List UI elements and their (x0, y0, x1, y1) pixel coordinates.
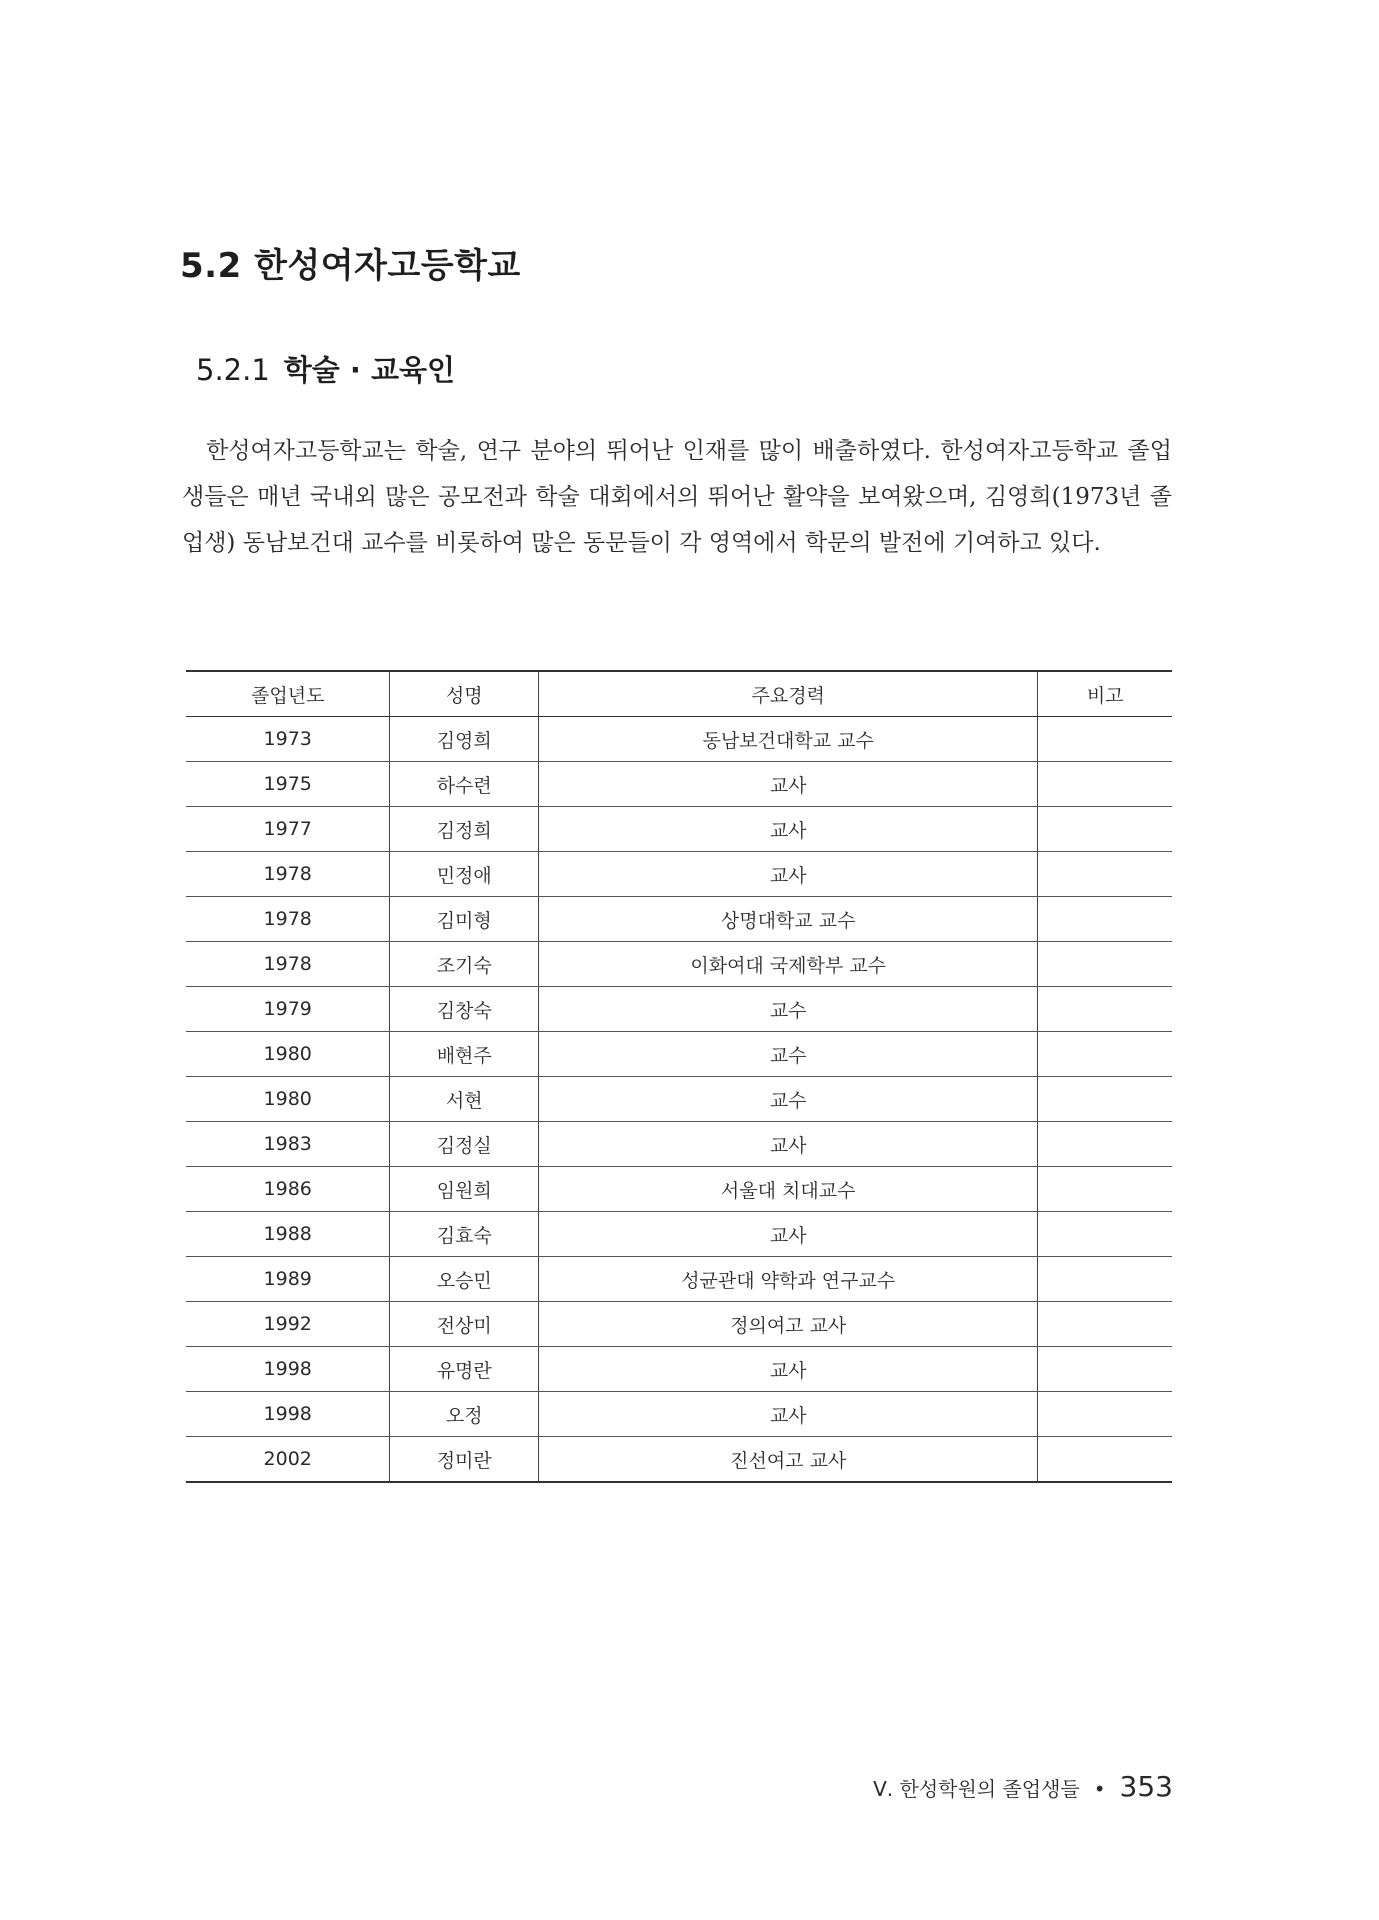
header-note: 비고 (1038, 671, 1172, 717)
cell-note (1038, 987, 1172, 1032)
cell-note (1038, 1302, 1172, 1347)
page-footer (873, 1770, 1173, 1803)
cell-note (1038, 1257, 1172, 1302)
cell-career: 성균관대 약학과 연구교수 (539, 1257, 1038, 1302)
cell-career: 동남보건대학교 교수 (539, 717, 1038, 762)
cell-name: 정미란 (390, 1437, 539, 1483)
cell-career: 이화여대 국제학부 교수 (539, 942, 1038, 987)
cell-note (1038, 1212, 1172, 1257)
graduates-table (186, 670, 1172, 1483)
table-row (186, 1122, 1172, 1167)
footer-bullet: • (1093, 1777, 1106, 1801)
table-row (186, 807, 1172, 852)
table-row (186, 852, 1172, 897)
cell-career: 교사 (539, 762, 1038, 807)
cell-career: 교사 (539, 807, 1038, 852)
header-year: 졸업년도 (186, 671, 390, 717)
subsection-number: 5.2.1 (196, 353, 270, 387)
table-body (186, 717, 1172, 1483)
table-row (186, 987, 1172, 1032)
cell-note (1038, 897, 1172, 942)
cell-note (1038, 1077, 1172, 1122)
cell-year: 1978 (186, 852, 390, 897)
cell-year: 1980 (186, 1032, 390, 1077)
cell-year: 1978 (186, 942, 390, 987)
cell-note (1038, 1167, 1172, 1212)
cell-year: 1989 (186, 1257, 390, 1302)
cell-career: 교사 (539, 1347, 1038, 1392)
cell-year: 1979 (186, 987, 390, 1032)
cell-career: 서울대 치대교수 (539, 1167, 1038, 1212)
subsection-heading: 학술 · 교육인 (283, 353, 456, 387)
cell-career: 교사 (539, 1122, 1038, 1167)
header-name: 성명 (390, 671, 539, 717)
table-header-row (186, 671, 1172, 717)
table-row (186, 762, 1172, 807)
cell-year: 1986 (186, 1167, 390, 1212)
table-row (186, 1257, 1172, 1302)
cell-name: 민정애 (390, 852, 539, 897)
table-row (186, 1077, 1172, 1122)
table-row (186, 1302, 1172, 1347)
cell-name: 오정 (390, 1392, 539, 1437)
table-row (186, 1212, 1172, 1257)
graduates-table-container (186, 670, 1172, 1483)
cell-name: 서현 (390, 1077, 539, 1122)
cell-note (1038, 1122, 1172, 1167)
section-title: 5.2 한성여자고등학교 (180, 246, 521, 286)
cell-name: 김정희 (390, 807, 539, 852)
table-row (186, 1347, 1172, 1392)
cell-year: 1977 (186, 807, 390, 852)
cell-note (1038, 1392, 1172, 1437)
cell-name: 임원희 (390, 1167, 539, 1212)
footer-chapter: Ⅴ. 한성학원의 졸업생들 (873, 1777, 1080, 1801)
table-row (186, 942, 1172, 987)
subsection-title (196, 348, 455, 389)
cell-name: 조기숙 (390, 942, 539, 987)
cell-note (1038, 1437, 1172, 1483)
cell-year: 1983 (186, 1122, 390, 1167)
cell-year: 1980 (186, 1077, 390, 1122)
cell-year: 1992 (186, 1302, 390, 1347)
cell-career: 교사 (539, 1212, 1038, 1257)
cell-name: 하수련 (390, 762, 539, 807)
cell-note (1038, 852, 1172, 897)
table-row (186, 1392, 1172, 1437)
cell-note (1038, 1032, 1172, 1077)
cell-note (1038, 1347, 1172, 1392)
body-paragraph: 한성여자고등학교는 학술, 연구 분야의 뛰어난 인재를 많이 배출하였다. 한성여자고등학교 졸업생들은 매년 국내외 많은 공모전과 학술 대회에서의 뛰어난 활약을 보여왔으며, 김영희(1973년 졸업생) 동남보건대 교수를 비롯하여 많은 동문들이 각 영역에서 학문의 발전에 기여하고 있다. (182, 438, 1172, 556)
page-number: 353 (1119, 1770, 1173, 1803)
cell-career: 상명대학교 교수 (539, 897, 1038, 942)
cell-career: 진선여고 교사 (539, 1437, 1038, 1483)
table-row (186, 897, 1172, 942)
table-row (186, 1032, 1172, 1077)
cell-note (1038, 762, 1172, 807)
cell-year: 2002 (186, 1437, 390, 1483)
cell-note (1038, 717, 1172, 762)
cell-note (1038, 942, 1172, 987)
cell-note (1038, 807, 1172, 852)
cell-year: 1975 (186, 762, 390, 807)
table-row (186, 717, 1172, 762)
cell-year: 1998 (186, 1347, 390, 1392)
cell-name: 오승민 (390, 1257, 539, 1302)
cell-career: 정의여고 교사 (539, 1302, 1038, 1347)
cell-name: 김미형 (390, 897, 539, 942)
header-career: 주요경력 (539, 671, 1038, 717)
cell-year: 1973 (186, 717, 390, 762)
cell-career: 교사 (539, 852, 1038, 897)
table-row (186, 1167, 1172, 1212)
cell-name: 김영희 (390, 717, 539, 762)
cell-career: 교수 (539, 1077, 1038, 1122)
cell-year: 1998 (186, 1392, 390, 1437)
cell-year: 1988 (186, 1212, 390, 1257)
cell-year: 1978 (186, 897, 390, 942)
cell-name: 김효숙 (390, 1212, 539, 1257)
cell-name: 김정실 (390, 1122, 539, 1167)
cell-name: 유명란 (390, 1347, 539, 1392)
cell-career: 교수 (539, 987, 1038, 1032)
cell-career: 교수 (539, 1032, 1038, 1077)
table-row (186, 1437, 1172, 1483)
cell-name: 배현주 (390, 1032, 539, 1077)
cell-name: 김창숙 (390, 987, 539, 1032)
cell-name: 전상미 (390, 1302, 539, 1347)
cell-career: 교사 (539, 1392, 1038, 1437)
